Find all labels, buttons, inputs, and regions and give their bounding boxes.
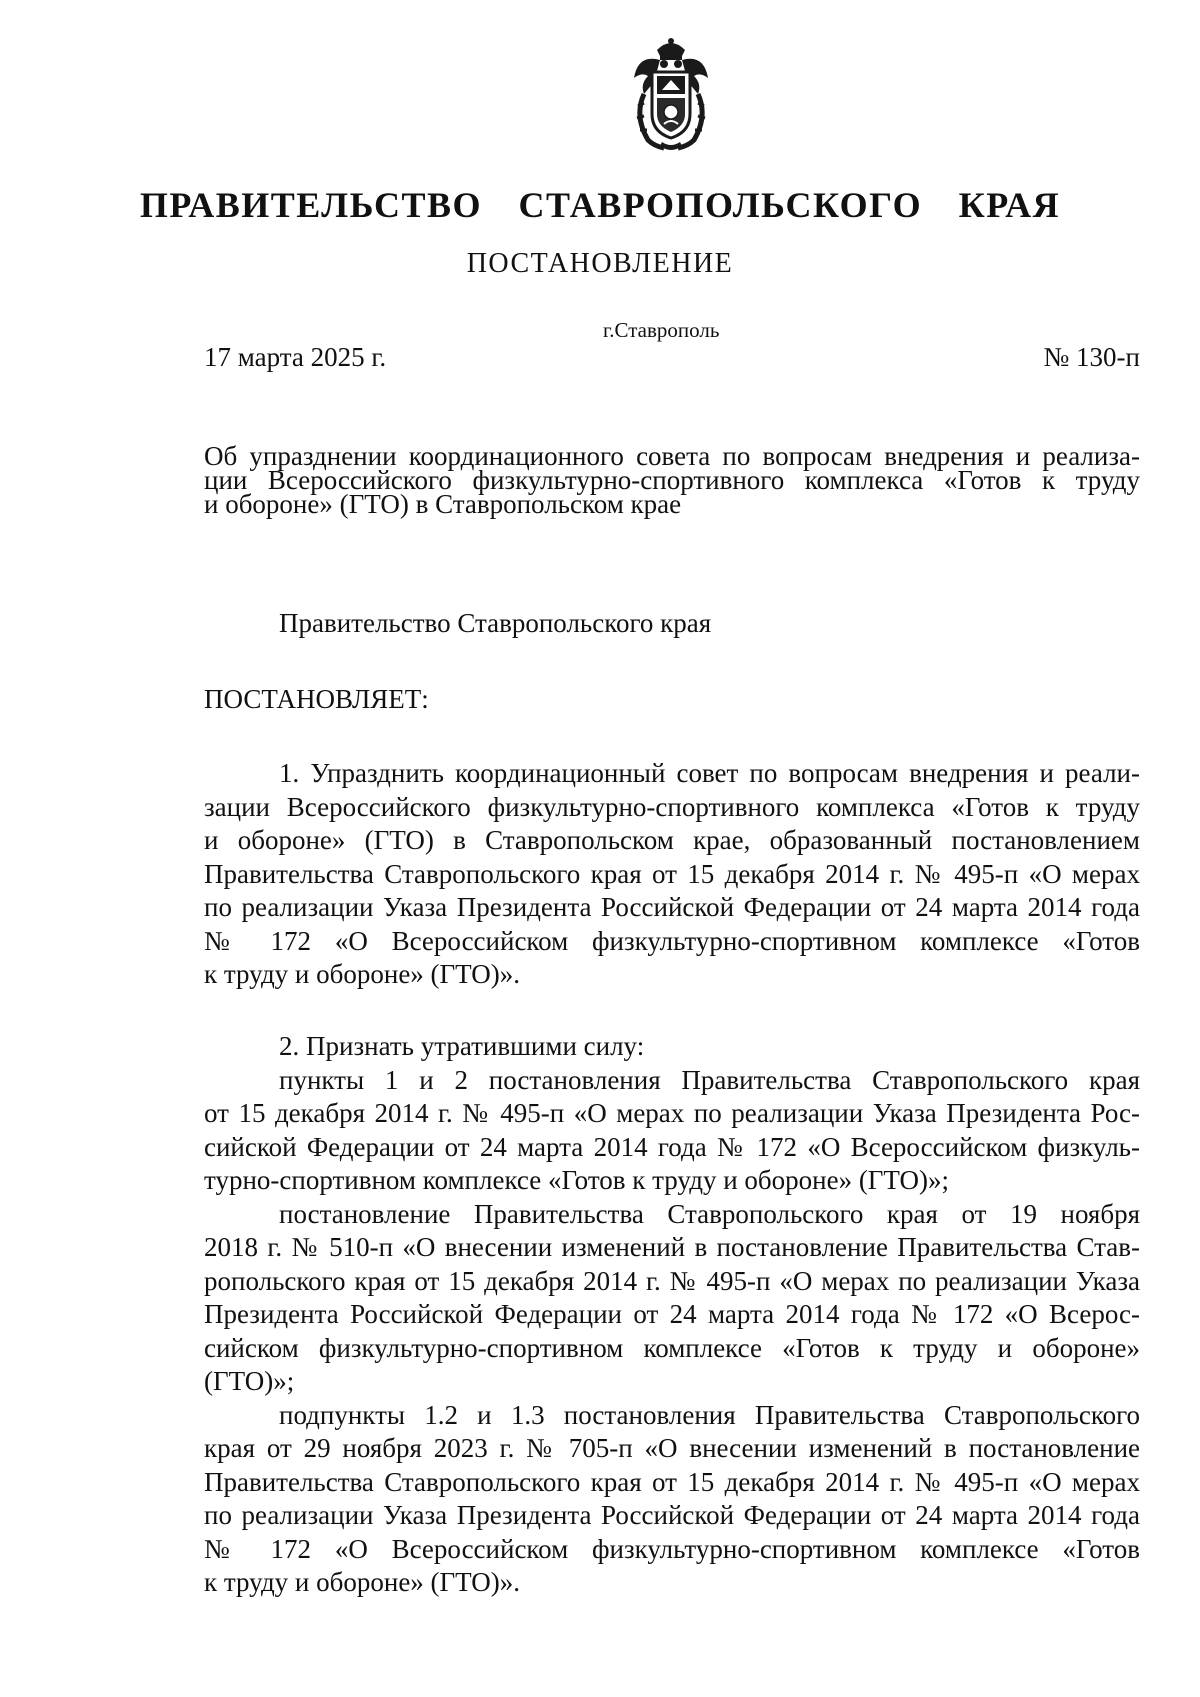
document-type: ПОСТАНОВЛЕНИЕ xyxy=(466,248,734,279)
paragraph-line: Правительства Ставропольского края от 15 декабря 2014 г. № 495-п «О мерах xyxy=(204,858,1140,889)
item-1 xyxy=(204,757,1140,992)
document-number: № 130-п xyxy=(1043,342,1140,372)
authority-title: ПРАВИТЕЛЬСТВО СТАВРОПОЛЬСКОГО КРАЯ xyxy=(139,185,1061,225)
paragraph-line: 1. Упразднить координационный совет по вопросам внедрения и реали- xyxy=(279,758,1140,788)
document-subject xyxy=(204,441,1140,519)
subject-line: ции Всероссийского физкультурно-спортивного комплекса «Готов к труду xyxy=(204,465,1140,495)
subject-line: и обороне» (ГТО) в Ставропольском крае xyxy=(204,489,682,519)
paragraph-line: сийской Федерации от 24 марта 2014 года № 172 «О Всероссийском физкуль- xyxy=(204,1131,1140,1162)
paragraph-line: (ГТО)»; xyxy=(204,1366,295,1396)
coat-of-arms-icon xyxy=(624,36,718,154)
paragraph-line: подпункты 1.2 и 1.3 постановления Правительства Ставропольского xyxy=(279,1399,1140,1430)
issue-city: г.Ставрополь xyxy=(603,318,720,342)
paragraph-line: зации Всероссийского физкультурно-спортивного комплекса «Готов к труду xyxy=(204,791,1140,822)
paragraph-line: постановление Правительства Ставропольского края от 19 ноября xyxy=(279,1198,1140,1229)
paragraph-line: № 172 «О Всероссийском физкультурно-спортивном комплексе «Готов xyxy=(204,925,1140,956)
resolves-heading: ПОСТАНОВЛЯЕТ: xyxy=(204,684,429,714)
paragraph-line: и обороне» (ГТО) в Ставропольском крае, образованный постановлением xyxy=(204,825,1140,855)
paragraph-line: пункты 1 и 2 постановления Правительства Ставропольского края xyxy=(279,1064,1140,1095)
paragraph-line: по реализации Указа Президента Российской Федерации от 24 марта 2014 года xyxy=(204,1500,1140,1530)
paragraph-line: 2018 г. № 510-п «О внесении изменений в постановление Правительства Став- xyxy=(204,1232,1140,1262)
item-2-heading: 2. Признать утратившими силу: xyxy=(279,1031,645,1061)
paragraph-line: № 172 «О Всероссийском физкультурно-спортивном комплексе «Готов xyxy=(204,1533,1140,1564)
paragraph-line: Президента Российской Федерации от 24 марта 2014 года № 172 «О Всерос- xyxy=(204,1299,1140,1329)
preamble: Правительство Ставропольского края xyxy=(279,608,712,638)
paragraph-line: по реализации Указа Президента Российской Федерации от 24 марта 2014 года xyxy=(204,892,1140,922)
subject-line: Об упразднении координационного совета по вопросам внедрения и реализа- xyxy=(204,441,1140,471)
paragraph-line: Правительства Ставропольского края от 15 декабря 2014 г. № 495-п «О мерах xyxy=(204,1466,1140,1497)
issue-date: 17 марта 2025 г. xyxy=(204,342,387,372)
paragraph-line: турно-спортивном комплексе «Готов к труду и обороне» (ГТО)»; xyxy=(204,1165,950,1195)
item-2 xyxy=(204,1030,1140,1600)
paragraph-line: края от 29 ноября 2023 г. № 705-п «О внесении изменений в постановление xyxy=(204,1433,1140,1463)
paragraph-line: от 15 декабря 2014 г. № 495-п «О мерах по реализации Указа Президента Рос- xyxy=(204,1098,1140,1128)
paragraph-line: к труду и обороне» (ГТО)». xyxy=(204,1567,521,1597)
paragraph-line: к труду и обороне» (ГТО)». xyxy=(204,959,521,989)
paragraph-line: сийском физкультурно-спортивном комплексе «Готов к труду и обороне» xyxy=(204,1332,1140,1363)
paragraph-line: ропольского края от 15 декабря 2014 г. № 495-п «О мерах по реализации Указа xyxy=(204,1265,1140,1296)
